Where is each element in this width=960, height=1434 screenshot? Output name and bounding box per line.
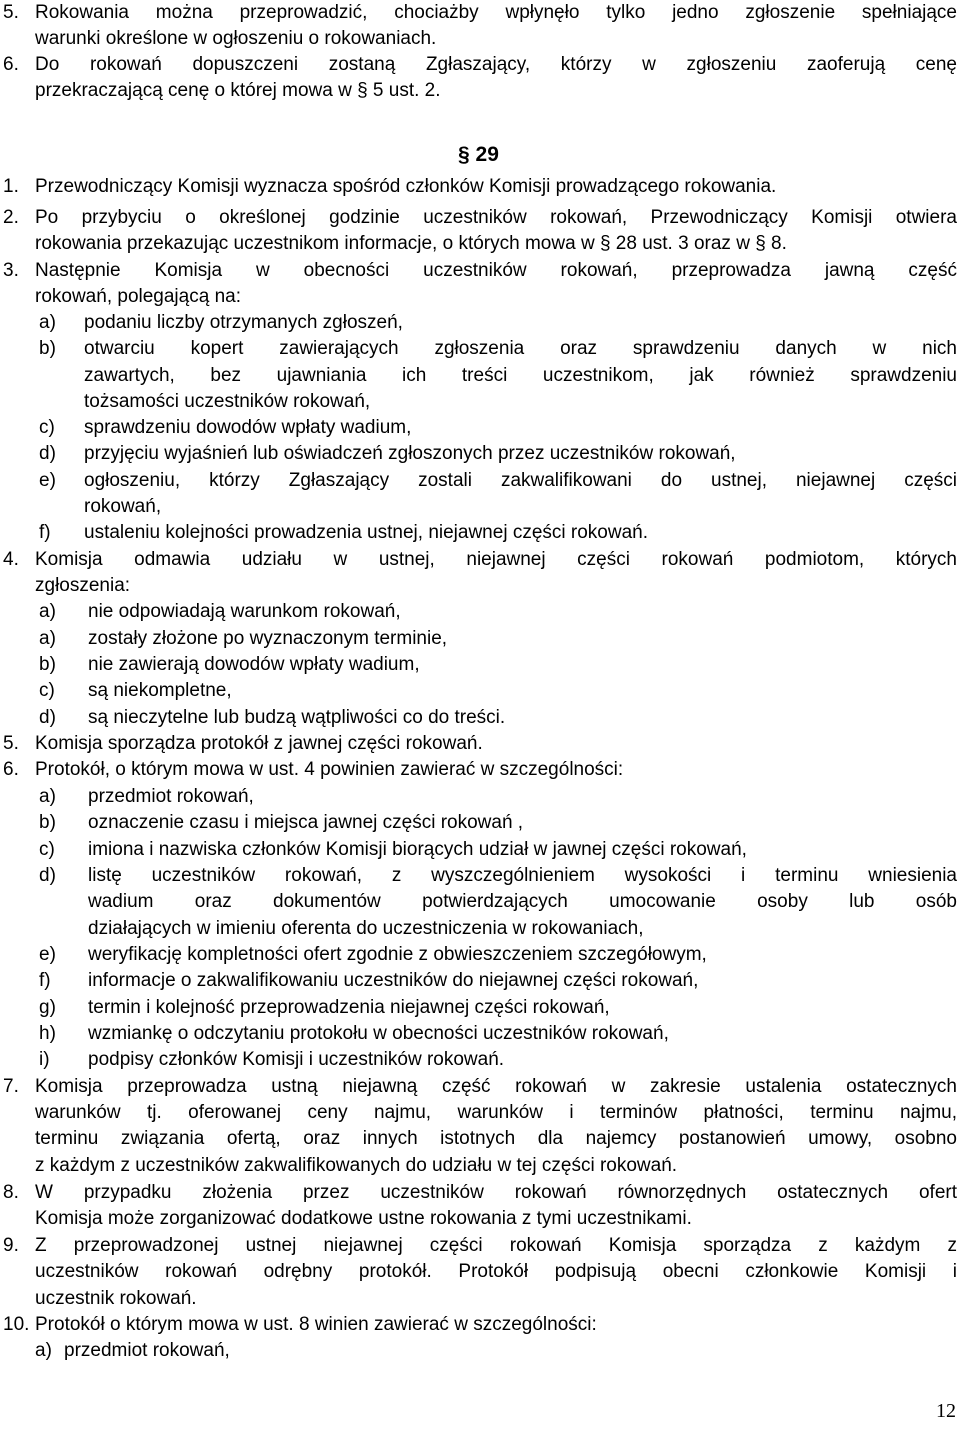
paragraph-text: W przypadku złożenia przez uczestników rokowań równorzędnych ostatecznych ofert — [35, 1182, 957, 1203]
list-letter: d) — [39, 707, 56, 728]
list-text: są niekompletne, — [88, 680, 232, 701]
paragraph-number: 5. — [3, 2, 19, 23]
list-letter: c) — [39, 839, 55, 860]
paragraph-number: 6. — [3, 759, 19, 780]
paragraph-text: Protokół, o którym mowa w ust. 4 powinien zawierać w szczególności: — [35, 759, 624, 780]
paragraph-text: warunki określone w ogłoszeniu o rokowaniach. — [35, 28, 437, 49]
list-letter: i) — [39, 1049, 50, 1070]
list-letter: h) — [39, 1023, 56, 1044]
list-text: przedmiot rokowań, — [64, 1340, 230, 1361]
list-letter: a) — [39, 601, 56, 622]
list-text: podpisy członków Komisji i uczestników rokowań. — [88, 1049, 505, 1070]
paragraph-number: 9. — [3, 1235, 19, 1256]
list-text: podaniu liczby otrzymanych zgłoszeń, — [84, 312, 403, 333]
list-letter: a) — [39, 628, 56, 649]
list-text: ogłoszeniu, którzy Zgłaszający zostali zakwalifikowani do ustnej, niejawnej części — [84, 470, 957, 491]
list-text: są nieczytelne lub budzą wątpliwości co do treści. — [88, 707, 506, 728]
paragraph-text: przekraczającą cenę o której mowa w § 5 ust. 2. — [35, 80, 441, 101]
list-letter: d) — [39, 443, 56, 464]
paragraph-number: 3. — [3, 260, 19, 281]
page-number: 12 — [936, 1400, 956, 1422]
paragraph-text: Komisja odmawia udziału w ustnej, niejawnej części rokowań podmiotom, których — [35, 549, 957, 570]
list-text: działających w imieniu oferenta do uczestniczenia w rokowaniach, — [88, 918, 644, 939]
list-text: przedmiot rokowań, — [88, 786, 254, 807]
paragraph-text: warunków tj. oferowanej ceny najmu, warunków i terminów płatności, terminu najmu, — [35, 1102, 957, 1123]
paragraph-number: 5. — [3, 733, 19, 754]
list-text: wadium oraz dokumentów potwierdzających umocowanie osoby lub osób — [88, 891, 957, 912]
list-text: termin i kolejność przeprowadzenia niejawnej części rokowań, — [88, 997, 610, 1018]
paragraph-text: terminu związania ofertą, oraz innych istotnych dla najemcy postanowień umowy, osobno — [35, 1128, 957, 1149]
paragraph-text: z każdym z uczestników zakwalifikowanych do udziału w tej części rokowań. — [35, 1155, 678, 1176]
list-text: zawartych, bez ujawniania ich treści uczestnikom, jak również sprawdzeniu — [84, 365, 957, 386]
paragraph-text: Komisja przeprowadza ustną niejawną część rokowań w zakresie ustalenia ostatecznych — [35, 1076, 957, 1097]
list-text: oznaczenie czasu i miejsca jawnej części rokowań , — [88, 812, 524, 833]
list-text: otwarciu kopert zawierających zgłoszenia oraz sprawdzeniu danych w nich — [84, 338, 957, 359]
list-text: sprawdzeniu dowodów wpłaty wadium, — [84, 417, 412, 438]
list-letter: d) — [39, 865, 56, 886]
paragraph-number: 6. — [3, 54, 19, 75]
list-text: nie zawierają dowodów wpłaty wadium, — [88, 654, 420, 675]
list-letter: e) — [39, 944, 56, 965]
paragraph-text: Komisja może zorganizować dodatkowe ustne rokowania z tymi uczestnikami. — [35, 1208, 692, 1229]
section-heading-text: § 29 — [458, 143, 499, 166]
list-text: informacje o zakwalifikowaniu uczestników do niejawnej części rokowań, — [88, 970, 699, 991]
list-letter: c) — [39, 680, 55, 701]
paragraph-text: Rokowania można przeprowadzić, chociażby wpłynęło tylko jedno zgłoszenie spełniające — [35, 2, 957, 23]
paragraph-number: 4. — [3, 549, 19, 570]
list-text: imiona i nazwiska członków Komisji biorących udział w jawnej części rokowań, — [88, 839, 747, 860]
list-text: ustaleniu kolejności prowadzenia ustnej, niejawnej części rokowań. — [84, 522, 648, 543]
list-letter: e) — [39, 470, 56, 491]
list-letter: f) — [39, 522, 51, 543]
list-letter: b) — [39, 812, 56, 833]
list-letter: a) — [39, 786, 56, 807]
paragraph-text: uczestników rokowań odrębny protokół. Protokół podpisują obecni członkowie Komisji i — [35, 1261, 957, 1282]
list-letter: b) — [39, 654, 56, 675]
list-letter: a) — [35, 1340, 52, 1361]
list-letter: g) — [39, 997, 56, 1018]
paragraph-text: rokowań, polegającą na: — [35, 286, 241, 307]
list-text: rokowań, — [84, 496, 162, 517]
list-text: przyjęciu wyjaśnień lub oświadczeń zgłoszonych przez uczestników rokowań, — [84, 443, 736, 464]
paragraph-text: rokowania przekazując uczestnikom informacje, o których mowa w § 28 ust. 3 oraz w § 8. — [35, 233, 787, 254]
list-text: weryfikację kompletności ofert zgodnie z obwieszczeniem szczegółowym, — [88, 944, 707, 965]
list-text: tożsamości uczestników rokowań, — [84, 391, 371, 412]
paragraph-number: 2. — [3, 207, 19, 228]
list-text: nie odpowiadają warunkom rokowań, — [88, 601, 401, 622]
list-letter: c) — [39, 417, 55, 438]
list-letter: b) — [39, 338, 56, 359]
paragraph-number: 10. — [3, 1314, 30, 1335]
paragraph-text: Po przybyciu o określonej godzinie uczestników rokowań, Przewodniczący Komisji otwiera — [35, 207, 957, 228]
paragraph-number: 8. — [3, 1182, 19, 1203]
paragraph-text: Do rokowań dopuszczeni zostaną Zgłaszający, którzy w zgłoszeniu zaoferują cenę — [35, 54, 957, 75]
paragraph-number: 7. — [3, 1076, 19, 1097]
paragraph-text: Komisja sporządza protokół z jawnej części rokowań. — [35, 733, 483, 754]
paragraph-text: Protokół o którym mowa w ust. 8 winien zawierać w szczególności: — [35, 1314, 597, 1335]
paragraph-text: zgłoszenia: — [35, 575, 131, 596]
paragraph-text: Przewodniczący Komisji wyznacza spośród członków Komisji prowadzącego rokowania. — [35, 176, 777, 197]
paragraph-text: uczestnik rokowań. — [35, 1288, 197, 1309]
list-text: wzmiankę o odczytaniu protokołu w obecności uczestników rokowań, — [88, 1023, 669, 1044]
paragraph-text: Z przeprowadzonej ustnej niejawnej części rokowań Komisja sporządza z każdym z — [35, 1235, 957, 1256]
paragraph-text: Następnie Komisja w obecności uczestników rokowań, przeprowadza jawną część — [35, 260, 957, 281]
paragraph-number: 1. — [3, 176, 19, 197]
list-text: listę uczestników rokowań, z wyszczególnieniem wysokości i terminu wniesienia — [88, 865, 957, 886]
list-letter: a) — [39, 312, 56, 333]
list-text: zostały złożone po wyznaczonym terminie, — [88, 628, 448, 649]
list-letter: f) — [39, 970, 51, 991]
